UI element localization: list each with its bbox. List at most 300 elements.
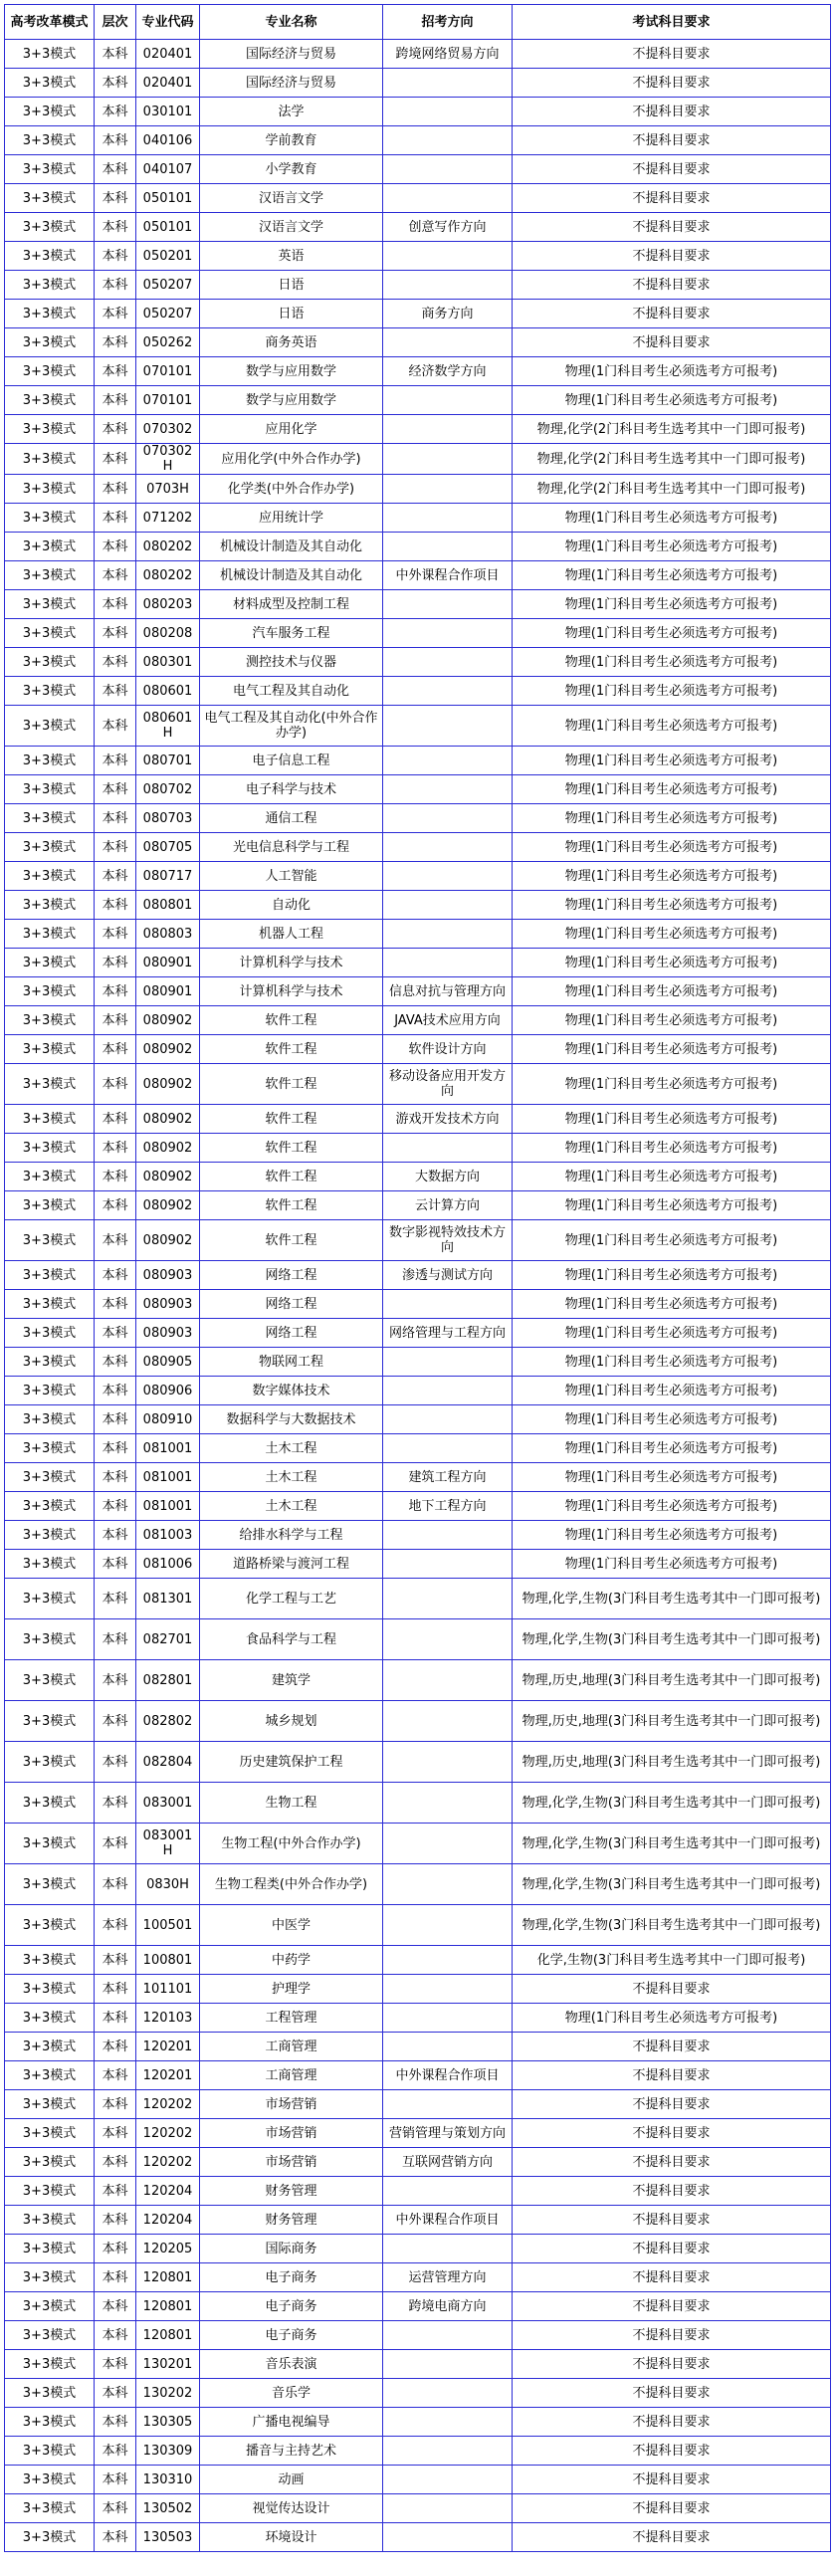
- header-major: 专业名称: [200, 5, 383, 40]
- cell-requirement: 物理(1门科目考生必须选考方可报考): [513, 1220, 831, 1261]
- cell-mode: 3+3模式: [5, 1191, 95, 1220]
- cell-level: 本科: [95, 2494, 136, 2523]
- cell-code: 081001: [136, 1492, 200, 1521]
- cell-major: 汽车服务工程: [200, 619, 383, 648]
- cell-level: 本科: [95, 1946, 136, 1975]
- cell-code: 130503: [136, 2523, 200, 2552]
- table-row: [5, 2061, 831, 2090]
- cell-direction: [383, 1550, 513, 1579]
- cell-major: 国际经济与贸易: [200, 40, 383, 69]
- cell-requirement: 不提科目要求: [513, 213, 831, 242]
- cell-requirement: 物理,化学(2门科目考生选考其中一门即可报考): [513, 444, 831, 475]
- cell-requirement: 不提科目要求: [513, 2119, 831, 2148]
- cell-level: 本科: [95, 2408, 136, 2437]
- table-row: [5, 891, 831, 920]
- table-row: [5, 1134, 831, 1163]
- cell-major: 护理学: [200, 1975, 383, 2004]
- cell-code: 080902: [136, 1191, 200, 1220]
- cell-mode: 3+3模式: [5, 2494, 95, 2523]
- cell-direction: [383, 1742, 513, 1783]
- cell-level: 本科: [95, 2379, 136, 2408]
- table-row: [5, 126, 831, 155]
- cell-direction: 中外课程合作项目: [383, 561, 513, 590]
- table-row: [5, 271, 831, 300]
- cell-level: 本科: [95, 98, 136, 126]
- table-row: [5, 1405, 831, 1434]
- cell-mode: 3+3模式: [5, 920, 95, 949]
- cell-direction: [383, 590, 513, 619]
- cell-requirement: 物理(1门科目考生必须选考方可报考): [513, 1261, 831, 1290]
- cell-requirement: 不提科目要求: [513, 271, 831, 300]
- cell-level: 本科: [95, 2004, 136, 2033]
- cell-requirement: 不提科目要求: [513, 1975, 831, 2004]
- cell-direction: 运营管理方向: [383, 2263, 513, 2292]
- cell-requirement: 物理,化学,生物(3门科目考生选考其中一门即可报考): [513, 1864, 831, 1905]
- cell-mode: 3+3模式: [5, 1405, 95, 1434]
- cell-major: 软件工程: [200, 1220, 383, 1261]
- cell-major: 广播电视编导: [200, 2408, 383, 2437]
- cell-code: 082804: [136, 1742, 200, 1783]
- cell-code: 082701: [136, 1619, 200, 1660]
- cell-requirement: 不提科目要求: [513, 69, 831, 98]
- cell-direction: 营销管理与策划方向: [383, 2119, 513, 2148]
- cell-level: 本科: [95, 2119, 136, 2148]
- cell-major: 化学工程与工艺: [200, 1579, 383, 1619]
- cell-mode: 3+3模式: [5, 1290, 95, 1319]
- table-row: [5, 40, 831, 69]
- cell-code: 120201: [136, 2033, 200, 2061]
- cell-code: 130310: [136, 2466, 200, 2494]
- cell-direction: [383, 242, 513, 271]
- cell-requirement: 物理,化学,生物(3门科目考生选考其中一门即可报考): [513, 1905, 831, 1946]
- cell-direction: [383, 271, 513, 300]
- cell-direction: [383, 155, 513, 184]
- cell-major: 电子信息工程: [200, 747, 383, 775]
- cell-direction: [383, 1348, 513, 1377]
- cell-code: 080901: [136, 949, 200, 977]
- cell-mode: 3+3模式: [5, 475, 95, 504]
- cell-requirement: 物理(1门科目考生必须选考方可报考): [513, 1290, 831, 1319]
- cell-direction: [383, 2379, 513, 2408]
- table-row: [5, 1319, 831, 1348]
- table-row: [5, 2523, 831, 2552]
- cell-level: 本科: [95, 1434, 136, 1463]
- cell-major: 软件工程: [200, 1134, 383, 1163]
- cell-level: 本科: [95, 2090, 136, 2119]
- cell-code: 080902: [136, 1064, 200, 1105]
- cell-direction: [383, 833, 513, 862]
- cell-requirement: 物理(1门科目考生必须选考方可报考): [513, 920, 831, 949]
- cell-code: 130305: [136, 2408, 200, 2437]
- cell-mode: 3+3模式: [5, 2119, 95, 2148]
- cell-requirement: 物理(1门科目考生必须选考方可报考): [513, 677, 831, 706]
- table-row: [5, 833, 831, 862]
- cell-mode: 3+3模式: [5, 775, 95, 804]
- cell-requirement: 不提科目要求: [513, 184, 831, 213]
- cell-major: 土木工程: [200, 1434, 383, 1463]
- cell-direction: [383, 475, 513, 504]
- cell-code: 050207: [136, 271, 200, 300]
- table-row: [5, 1660, 831, 1701]
- cell-code: 080902: [136, 1163, 200, 1191]
- cell-mode: 3+3模式: [5, 1492, 95, 1521]
- cell-major: 商务英语: [200, 328, 383, 357]
- table-row: [5, 1946, 831, 1975]
- cell-level: 本科: [95, 1864, 136, 1905]
- cell-code: 080702: [136, 775, 200, 804]
- cell-mode: 3+3模式: [5, 1783, 95, 1824]
- table-row: [5, 561, 831, 590]
- table-row: [5, 1220, 831, 1261]
- cell-direction: [383, 1619, 513, 1660]
- cell-major: 数字媒体技术: [200, 1377, 383, 1405]
- cell-code: 080902: [136, 1134, 200, 1163]
- cell-level: 本科: [95, 184, 136, 213]
- cell-level: 本科: [95, 1742, 136, 1783]
- cell-requirement: 物理,历史,地理(3门科目考生选考其中一门即可报考): [513, 1742, 831, 1783]
- cell-direction: [383, 1905, 513, 1946]
- cell-mode: 3+3模式: [5, 862, 95, 891]
- cell-direction: [383, 2466, 513, 2494]
- table-row: [5, 444, 831, 475]
- header-requirement: 考试科目要求: [513, 5, 831, 40]
- cell-mode: 3+3模式: [5, 2321, 95, 2350]
- cell-mode: 3+3模式: [5, 1134, 95, 1163]
- cell-level: 本科: [95, 619, 136, 648]
- cell-code: 040107: [136, 155, 200, 184]
- table-row: [5, 1975, 831, 2004]
- cell-mode: 3+3模式: [5, 2177, 95, 2206]
- cell-code: 120204: [136, 2206, 200, 2235]
- cell-requirement: 不提科目要求: [513, 2321, 831, 2350]
- cell-requirement: 物理,化学,生物(3门科目考生选考其中一门即可报考): [513, 1824, 831, 1864]
- cell-direction: 大数据方向: [383, 1163, 513, 1191]
- cell-requirement: 物理(1门科目考生必须选考方可报考): [513, 1550, 831, 1579]
- cell-requirement: 物理(1门科目考生必须选考方可报考): [513, 747, 831, 775]
- cell-requirement: 物理(1门科目考生必须选考方可报考): [513, 1105, 831, 1134]
- cell-requirement: 物理(1门科目考生必须选考方可报考): [513, 833, 831, 862]
- cell-direction: [383, 706, 513, 747]
- cell-major: 英语: [200, 242, 383, 271]
- cell-requirement: 物理(1门科目考生必须选考方可报考): [513, 1006, 831, 1035]
- cell-code: 082801: [136, 1660, 200, 1701]
- cell-direction: [383, 1434, 513, 1463]
- cell-level: 本科: [95, 126, 136, 155]
- table-row: [5, 2466, 831, 2494]
- cell-level: 本科: [95, 862, 136, 891]
- cell-mode: 3+3模式: [5, 1521, 95, 1550]
- cell-major: 应用化学(中外合作办学): [200, 444, 383, 475]
- cell-major: 材料成型及控制工程: [200, 590, 383, 619]
- cell-code: 081001: [136, 1434, 200, 1463]
- cell-level: 本科: [95, 1319, 136, 1348]
- cell-mode: 3+3模式: [5, 2206, 95, 2235]
- cell-major: 化学类(中外合作办学): [200, 475, 383, 504]
- cell-mode: 3+3模式: [5, 804, 95, 833]
- cell-major: 物联网工程: [200, 1348, 383, 1377]
- cell-level: 本科: [95, 2033, 136, 2061]
- table-row: [5, 648, 831, 677]
- cell-mode: 3+3模式: [5, 677, 95, 706]
- cell-major: 市场营销: [200, 2090, 383, 2119]
- cell-mode: 3+3模式: [5, 2235, 95, 2263]
- cell-level: 本科: [95, 2523, 136, 2552]
- cell-direction: [383, 1660, 513, 1701]
- cell-requirement: 物理(1门科目考生必须选考方可报考): [513, 977, 831, 1006]
- cell-level: 本科: [95, 1105, 136, 1134]
- cell-mode: 3+3模式: [5, 155, 95, 184]
- cell-major: 生物工程类(中外合作办学): [200, 1864, 383, 1905]
- cell-level: 本科: [95, 891, 136, 920]
- cell-mode: 3+3模式: [5, 242, 95, 271]
- cell-major: 电子商务: [200, 2321, 383, 2350]
- cell-level: 本科: [95, 504, 136, 533]
- cell-mode: 3+3模式: [5, 1579, 95, 1619]
- cell-mode: 3+3模式: [5, 1975, 95, 2004]
- cell-major: 视觉传达设计: [200, 2494, 383, 2523]
- table-row: [5, 2292, 831, 2321]
- table-row: [5, 69, 831, 98]
- cell-direction: [383, 949, 513, 977]
- cell-level: 本科: [95, 2177, 136, 2206]
- cell-mode: 3+3模式: [5, 504, 95, 533]
- cell-level: 本科: [95, 804, 136, 833]
- cell-direction: [383, 775, 513, 804]
- cell-major: 国际经济与贸易: [200, 69, 383, 98]
- cell-mode: 3+3模式: [5, 561, 95, 590]
- cell-requirement: 物理(1门科目考生必须选考方可报考): [513, 1163, 831, 1191]
- cell-level: 本科: [95, 1064, 136, 1105]
- cell-mode: 3+3模式: [5, 1377, 95, 1405]
- cell-requirement: 不提科目要求: [513, 2379, 831, 2408]
- cell-mode: 3+3模式: [5, 1261, 95, 1290]
- cell-mode: 3+3模式: [5, 977, 95, 1006]
- table-row: [5, 2206, 831, 2235]
- cell-direction: [383, 1783, 513, 1824]
- cell-major: 土木工程: [200, 1492, 383, 1521]
- cell-level: 本科: [95, 1579, 136, 1619]
- cell-requirement: 化学,生物(3门科目考生选考其中一门即可报考): [513, 1946, 831, 1975]
- cell-direction: 中外课程合作项目: [383, 2061, 513, 2090]
- cell-requirement: 不提科目要求: [513, 2292, 831, 2321]
- cell-mode: 3+3模式: [5, 1619, 95, 1660]
- cell-direction: [383, 386, 513, 415]
- cell-code: 080906: [136, 1377, 200, 1405]
- cell-major: 软件工程: [200, 1163, 383, 1191]
- table-body: [5, 40, 831, 2552]
- cell-level: 本科: [95, 1521, 136, 1550]
- cell-level: 本科: [95, 1405, 136, 1434]
- table-row: [5, 977, 831, 1006]
- cell-requirement: 物理(1门科目考生必须选考方可报考): [513, 2004, 831, 2033]
- cell-mode: 3+3模式: [5, 1105, 95, 1134]
- cell-mode: 3+3模式: [5, 2437, 95, 2466]
- cell-requirement: 不提科目要求: [513, 2033, 831, 2061]
- cell-mode: 3+3模式: [5, 1348, 95, 1377]
- cell-mode: 3+3模式: [5, 271, 95, 300]
- cell-major: 中药学: [200, 1946, 383, 1975]
- cell-direction: [383, 677, 513, 706]
- cell-level: 本科: [95, 1463, 136, 1492]
- cell-code: 080701: [136, 747, 200, 775]
- cell-requirement: 不提科目要求: [513, 242, 831, 271]
- table-row: [5, 1701, 831, 1742]
- cell-level: 本科: [95, 357, 136, 386]
- cell-code: 083001H: [136, 1824, 200, 1864]
- cell-direction: [383, 1824, 513, 1864]
- cell-level: 本科: [95, 648, 136, 677]
- cell-level: 本科: [95, 775, 136, 804]
- cell-level: 本科: [95, 1377, 136, 1405]
- cell-major: 市场营销: [200, 2148, 383, 2177]
- cell-code: 081006: [136, 1550, 200, 1579]
- cell-mode: 3+3模式: [5, 444, 95, 475]
- cell-direction: 渗透与测试方向: [383, 1261, 513, 1290]
- cell-major: 数学与应用数学: [200, 386, 383, 415]
- table-row: [5, 1783, 831, 1824]
- table-row: [5, 1864, 831, 1905]
- table-row: [5, 775, 831, 804]
- table-row: [5, 386, 831, 415]
- cell-code: 050207: [136, 300, 200, 328]
- cell-major: 软件工程: [200, 1035, 383, 1064]
- cell-mode: 3+3模式: [5, 2090, 95, 2119]
- cell-level: 本科: [95, 1261, 136, 1290]
- table-row: [5, 475, 831, 504]
- header-mode: 高考改革模式: [5, 5, 95, 40]
- cell-mode: 3+3模式: [5, 833, 95, 862]
- cell-mode: 3+3模式: [5, 533, 95, 561]
- cell-code: 030101: [136, 98, 200, 126]
- cell-code: 120801: [136, 2292, 200, 2321]
- header-level: 层次: [95, 5, 136, 40]
- admission-table: [4, 4, 831, 2552]
- cell-direction: 跨境网络贸易方向: [383, 40, 513, 69]
- cell-requirement: 物理,化学,生物(3门科目考生选考其中一门即可报考): [513, 1579, 831, 1619]
- table-row: [5, 1035, 831, 1064]
- cell-major: 建筑学: [200, 1660, 383, 1701]
- table-row: [5, 747, 831, 775]
- cell-direction: [383, 415, 513, 444]
- cell-requirement: 物理(1门科目考生必须选考方可报考): [513, 1492, 831, 1521]
- cell-requirement: 物理(1门科目考生必须选考方可报考): [513, 891, 831, 920]
- cell-major: 软件工程: [200, 1105, 383, 1134]
- table-row: [5, 1105, 831, 1134]
- cell-direction: [383, 504, 513, 533]
- cell-major: 播音与主持艺术: [200, 2437, 383, 2466]
- table-row: [5, 2177, 831, 2206]
- table-row: [5, 1006, 831, 1035]
- cell-code: 120202: [136, 2090, 200, 2119]
- table-row: [5, 1290, 831, 1319]
- cell-major: 法学: [200, 98, 383, 126]
- cell-major: 给排水科学与工程: [200, 1521, 383, 1550]
- table-row: [5, 2148, 831, 2177]
- cell-direction: [383, 2437, 513, 2466]
- cell-direction: 移动设备应用开发方向: [383, 1064, 513, 1105]
- cell-requirement: 不提科目要求: [513, 2263, 831, 2292]
- cell-direction: [383, 2033, 513, 2061]
- cell-requirement: 物理(1门科目考生必须选考方可报考): [513, 1191, 831, 1220]
- cell-requirement: 不提科目要求: [513, 40, 831, 69]
- table-row: [5, 804, 831, 833]
- cell-requirement: 物理(1门科目考生必须选考方可报考): [513, 1035, 831, 1064]
- cell-direction: 中外课程合作项目: [383, 2206, 513, 2235]
- cell-code: 100801: [136, 1946, 200, 1975]
- cell-major: 历史建筑保护工程: [200, 1742, 383, 1783]
- cell-direction: [383, 2235, 513, 2263]
- cell-level: 本科: [95, 69, 136, 98]
- cell-level: 本科: [95, 2263, 136, 2292]
- cell-major: 日语: [200, 300, 383, 328]
- cell-code: 080903: [136, 1290, 200, 1319]
- cell-mode: 3+3模式: [5, 1220, 95, 1261]
- table-row: [5, 1377, 831, 1405]
- cell-major: 城乡规划: [200, 1701, 383, 1742]
- table-row: [5, 504, 831, 533]
- table-row: [5, 949, 831, 977]
- cell-direction: [383, 619, 513, 648]
- cell-code: 050101: [136, 213, 200, 242]
- header-code: 专业代码: [136, 5, 200, 40]
- cell-code: 120201: [136, 2061, 200, 2090]
- cell-major: 应用化学: [200, 415, 383, 444]
- cell-code: 050201: [136, 242, 200, 271]
- cell-requirement: 物理,历史,地理(3门科目考生选考其中一门即可报考): [513, 1660, 831, 1701]
- cell-level: 本科: [95, 1006, 136, 1035]
- cell-level: 本科: [95, 533, 136, 561]
- cell-requirement: 物理(1门科目考生必须选考方可报考): [513, 1405, 831, 1434]
- table-row: [5, 1619, 831, 1660]
- cell-code: 080903: [136, 1319, 200, 1348]
- cell-direction: [383, 2350, 513, 2379]
- cell-requirement: 不提科目要求: [513, 2408, 831, 2437]
- cell-level: 本科: [95, 40, 136, 69]
- table-row: [5, 1064, 831, 1105]
- cell-major: 汉语言文学: [200, 213, 383, 242]
- cell-direction: 软件设计方向: [383, 1035, 513, 1064]
- cell-level: 本科: [95, 920, 136, 949]
- cell-mode: 3+3模式: [5, 1434, 95, 1463]
- cell-mode: 3+3模式: [5, 949, 95, 977]
- cell-direction: [383, 920, 513, 949]
- cell-level: 本科: [95, 242, 136, 271]
- cell-direction: [383, 2494, 513, 2523]
- cell-code: 080202: [136, 533, 200, 561]
- cell-level: 本科: [95, 2321, 136, 2350]
- cell-mode: 3+3模式: [5, 1006, 95, 1035]
- cell-direction: [383, 2408, 513, 2437]
- cell-direction: 创意写作方向: [383, 213, 513, 242]
- cell-mode: 3+3模式: [5, 2061, 95, 2090]
- table-row: [5, 2004, 831, 2033]
- cell-code: 083001: [136, 1783, 200, 1824]
- cell-mode: 3+3模式: [5, 747, 95, 775]
- cell-major: 工商管理: [200, 2033, 383, 2061]
- cell-mode: 3+3模式: [5, 2148, 95, 2177]
- cell-direction: 信息对抗与管理方向: [383, 977, 513, 1006]
- cell-major: 工商管理: [200, 2061, 383, 2090]
- cell-requirement: 物理(1门科目考生必须选考方可报考): [513, 804, 831, 833]
- cell-level: 本科: [95, 444, 136, 475]
- cell-major: 电子科学与技术: [200, 775, 383, 804]
- cell-mode: 3+3模式: [5, 619, 95, 648]
- cell-code: 080301: [136, 648, 200, 677]
- cell-level: 本科: [95, 213, 136, 242]
- cell-requirement: 物理(1门科目考生必须选考方可报考): [513, 775, 831, 804]
- cell-direction: [383, 328, 513, 357]
- table-row: [5, 1191, 831, 1220]
